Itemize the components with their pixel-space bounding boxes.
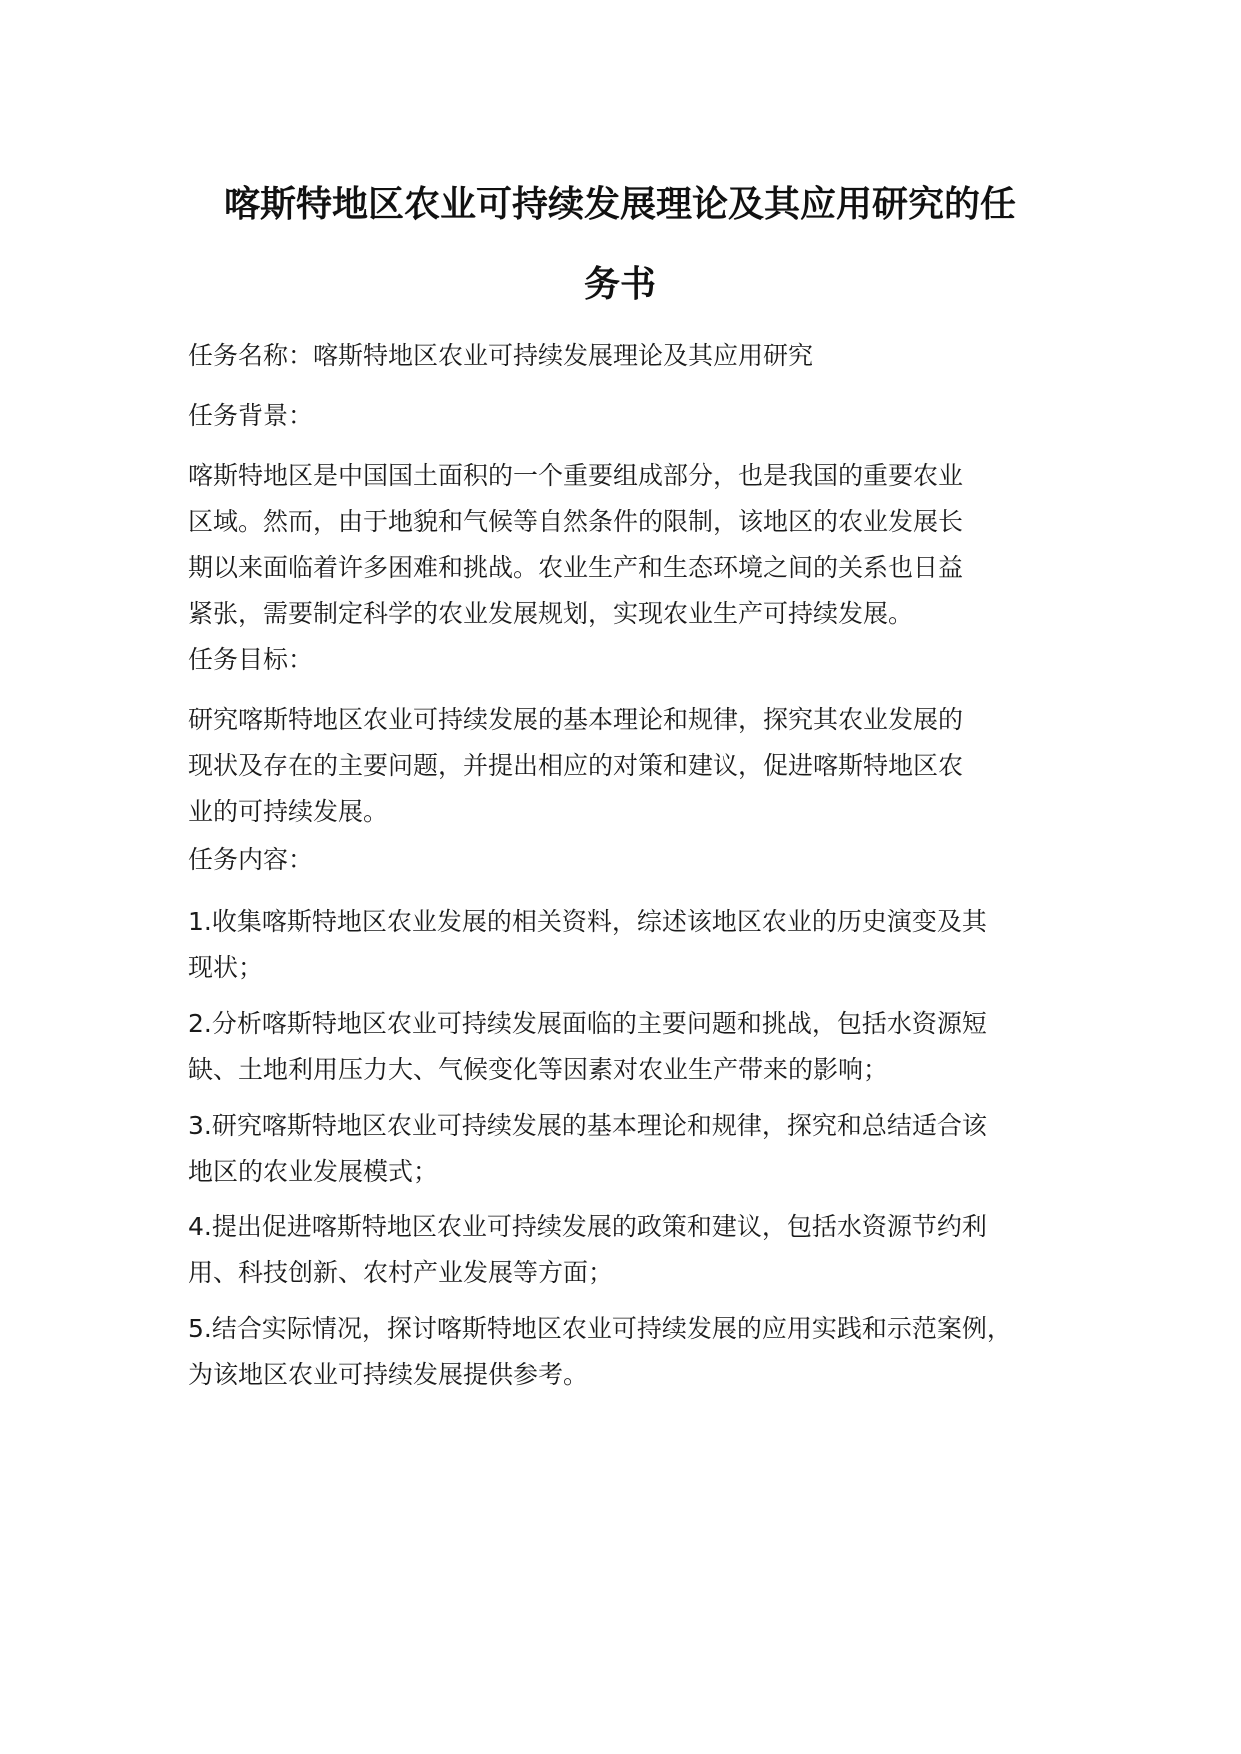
background-line: 期以来面临着许多困难和挑战。农业生产和生态环境之间的关系也日益: [188, 553, 964, 582]
goal-line: 研究喀斯特地区农业可持续发展的基本理论和规律，探究其农业发展的: [188, 705, 964, 734]
content-item-line: 5.结合实际情况，探讨喀斯特地区农业可持续发展的应用实践和示范案例，: [188, 1314, 1012, 1343]
content-item-line: 为该地区农业可持续发展提供参考。: [188, 1360, 589, 1389]
content-item-line: 2.分析喀斯特地区农业可持续发展面临的主要问题和挑战，包括水资源短: [188, 1009, 987, 1038]
content-item-line: 用、科技创新、农村产业发展等方面；: [188, 1258, 614, 1287]
goal-line: 现状及存在的主要问题，并提出相应的对策和建议，促进喀斯特地区农: [188, 751, 964, 780]
goal-heading: 任务目标：: [188, 645, 314, 674]
content-item-line: 3.研究喀斯特地区农业可持续发展的基本理论和规律，探究和总结适合该: [188, 1111, 987, 1140]
content-item-5: [188, 1306, 1068, 1398]
document-title-line-2: 务书: [583, 264, 656, 305]
background-line: 喀斯特地区是中国国土面积的一个重要组成部分，也是我国的重要农业: [188, 461, 964, 490]
background-paragraph: [188, 453, 1068, 637]
document-title-line-1: 喀斯特地区农业可持续发展理论及其应用研究的任: [223, 184, 1016, 225]
content-item-4: [188, 1204, 1068, 1296]
goal-line: 业的可持续发展。: [188, 797, 389, 826]
content-item-line: 地区的农业发展模式；: [188, 1157, 439, 1186]
background-line: 紧张，需要制定科学的农业发展规划，实现农业生产可持续发展。: [188, 599, 914, 628]
content-item-1: [188, 899, 1068, 991]
content-item-line: 现状；: [188, 953, 264, 982]
task-name: 任务名称：喀斯特地区农业可持续发展理论及其应用研究: [188, 341, 814, 370]
content-item-2: [188, 1001, 1068, 1093]
content-item-line: 1.收集喀斯特地区农业发展的相关资料，综述该地区农业的历史演变及其: [188, 907, 987, 936]
content-heading: 任务内容：: [188, 845, 314, 874]
content-item-3: [188, 1103, 1068, 1195]
content-item-line: 缺、土地利用压力大、气候变化等因素对农业生产带来的影响；: [188, 1055, 889, 1084]
goal-paragraph: [188, 697, 1068, 835]
content-item-line: 4.提出促进喀斯特地区农业可持续发展的政策和建议，包括水资源节约利: [188, 1212, 987, 1241]
background-line: 区域。然而，由于地貌和气候等自然条件的限制，该地区的农业发展长: [188, 507, 964, 536]
background-heading: 任务背景：: [188, 401, 314, 430]
